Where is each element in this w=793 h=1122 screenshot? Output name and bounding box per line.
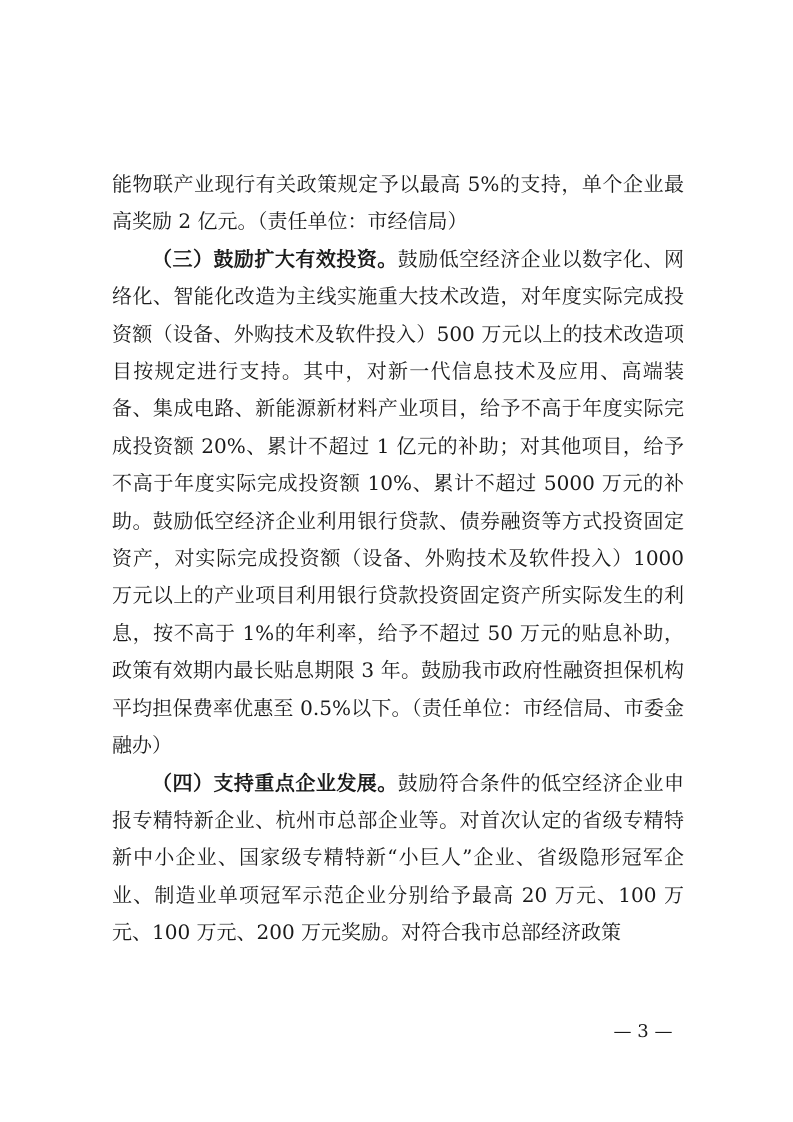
page-number: — 3 — (613, 1021, 673, 1042)
paragraph-continuation (112, 166, 684, 241)
paragraph-3-text: 鼓励符合条件的低空经济企业申报专精特新企业、杭州市总部企业等。对首次认定的省级专精特新中小企业、国家级专精特新“小巨人”企业、省级隐形冠军企业、制造业单项冠军示范企业分别给予最高 20 万元、100 万元、100 万元、200 万元奖励。对符合我市总部经济政策 (112, 770, 685, 945)
paragraph-1-text: 能物联产业现行有关政策规定予以最高 5%的支持，单个企业最高奖励 2 亿元。（责任单位：市经信局） (112, 172, 684, 234)
section-heading-3: （三）鼓励扩大有效投资。 (152, 246, 398, 271)
paragraph-2-text: 鼓励低空经济企业以数字化、网络化、智能化改造为主线实施重大技术改造，对年度实际完成投资额（设备、外购技术及软件投入）500 万元以上的技术改造项目按规定进行支持。其中，对新一代信息技术及应用、高端装备、集成电路、新能源新材料产业项目，给予不高于年度实际完成投资额 20%、累计不超过 1 亿元的补助；对其他项目，给予不高于年度实际完成投资额 10%、累计不超过 5000 万元的补助。鼓励低空经济企业利用银行贷款、债券融资等方式投资固定资产，对实际完成投资额（设备、外购技术及软件投入）1000 万元以上的产业项目利用银行贷款投资固定资产所实际发生的利息，按不高于 1%的年利率，给予不超过 50 万元的贴息补助，政策有效期内最长贴息期限 3 年。鼓励我市政府性融资担保机构平均担保费率优惠至 0.5%以下。（责任单位：市经信局、市委金融办） (112, 246, 685, 758)
body-text (112, 166, 684, 952)
paragraph-key-enterprises (112, 765, 684, 952)
section-heading-4: （四）支持重点企业发展。 (152, 770, 398, 795)
paragraph-investment (112, 241, 684, 765)
